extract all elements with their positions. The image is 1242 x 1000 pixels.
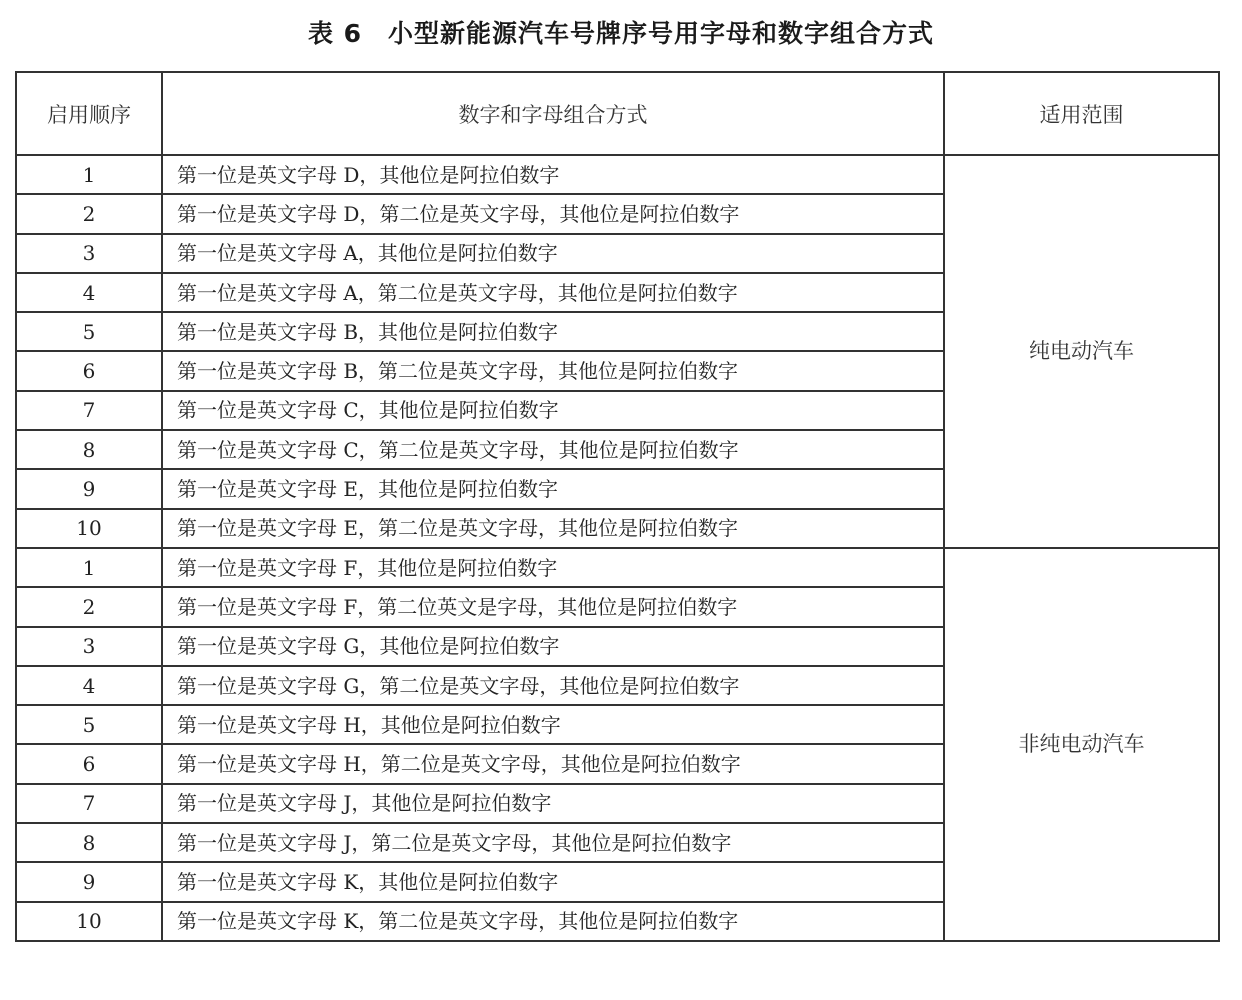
header-combination: 数字和字母组合方式 (162, 72, 944, 155)
plate-combination-table (15, 71, 1220, 942)
combination-cell: 第一位是英文字母 C，第二位是英文字母，其他位是阿拉伯数字 (162, 430, 944, 469)
order-cell: 3 (16, 627, 162, 666)
order-cell: 7 (16, 784, 162, 823)
order-cell: 5 (16, 312, 162, 351)
order-cell: 8 (16, 823, 162, 862)
table-header-row (16, 72, 1219, 155)
combination-cell: 第一位是英文字母 F，第二位英文是字母，其他位是阿拉伯数字 (162, 587, 944, 626)
combination-cell: 第一位是英文字母 F，其他位是阿拉伯数字 (162, 548, 944, 587)
combination-cell: 第一位是英文字母 K，第二位是英文字母，其他位是阿拉伯数字 (162, 902, 944, 941)
combination-cell: 第一位是英文字母 A，其他位是阿拉伯数字 (162, 234, 944, 273)
table-row (16, 548, 1219, 587)
order-cell: 4 (16, 273, 162, 312)
order-cell: 2 (16, 194, 162, 233)
scope-cell-pure-electric: 纯电动汽车 (944, 155, 1219, 548)
combination-cell: 第一位是英文字母 H，其他位是阿拉伯数字 (162, 705, 944, 744)
combination-cell: 第一位是英文字母 A，第二位是英文字母，其他位是阿拉伯数字 (162, 273, 944, 312)
combination-cell: 第一位是英文字母 D，第二位是英文字母，其他位是阿拉伯数字 (162, 194, 944, 233)
combination-cell: 第一位是英文字母 C，其他位是阿拉伯数字 (162, 391, 944, 430)
order-cell: 1 (16, 155, 162, 194)
table-row (16, 155, 1219, 194)
table-title: 表 6 小型新能源汽车号牌序号用字母和数字组合方式 (307, 19, 935, 48)
order-cell: 10 (16, 902, 162, 941)
combination-cell: 第一位是英文字母 B，第二位是英文字母，其他位是阿拉伯数字 (162, 351, 944, 390)
combination-cell: 第一位是英文字母 K，其他位是阿拉伯数字 (162, 862, 944, 901)
order-cell: 1 (16, 548, 162, 587)
combination-cell: 第一位是英文字母 G，其他位是阿拉伯数字 (162, 627, 944, 666)
combination-cell: 第一位是英文字母 H，第二位是英文字母，其他位是阿拉伯数字 (162, 744, 944, 783)
combination-cell: 第一位是英文字母 J，其他位是阿拉伯数字 (162, 784, 944, 823)
combination-cell: 第一位是英文字母 E，第二位是英文字母，其他位是阿拉伯数字 (162, 509, 944, 548)
header-order: 启用顺序 (16, 72, 162, 155)
order-cell: 8 (16, 430, 162, 469)
order-cell: 6 (16, 351, 162, 390)
order-cell: 9 (16, 862, 162, 901)
order-cell: 2 (16, 587, 162, 626)
combination-cell: 第一位是英文字母 G，第二位是英文字母，其他位是阿拉伯数字 (162, 666, 944, 705)
scope-cell-non-pure-electric: 非纯电动汽车 (944, 548, 1219, 941)
order-cell: 4 (16, 666, 162, 705)
combination-cell: 第一位是英文字母 D，其他位是阿拉伯数字 (162, 155, 944, 194)
order-cell: 5 (16, 705, 162, 744)
combination-cell: 第一位是英文字母 E，其他位是阿拉伯数字 (162, 469, 944, 508)
combination-cell: 第一位是英文字母 B，其他位是阿拉伯数字 (162, 312, 944, 351)
order-cell: 3 (16, 234, 162, 273)
order-cell: 9 (16, 469, 162, 508)
header-scope: 适用范围 (944, 72, 1219, 155)
order-cell: 7 (16, 391, 162, 430)
combination-cell: 第一位是英文字母 J，第二位是英文字母，其他位是阿拉伯数字 (162, 823, 944, 862)
order-cell: 10 (16, 509, 162, 548)
order-cell: 6 (16, 744, 162, 783)
